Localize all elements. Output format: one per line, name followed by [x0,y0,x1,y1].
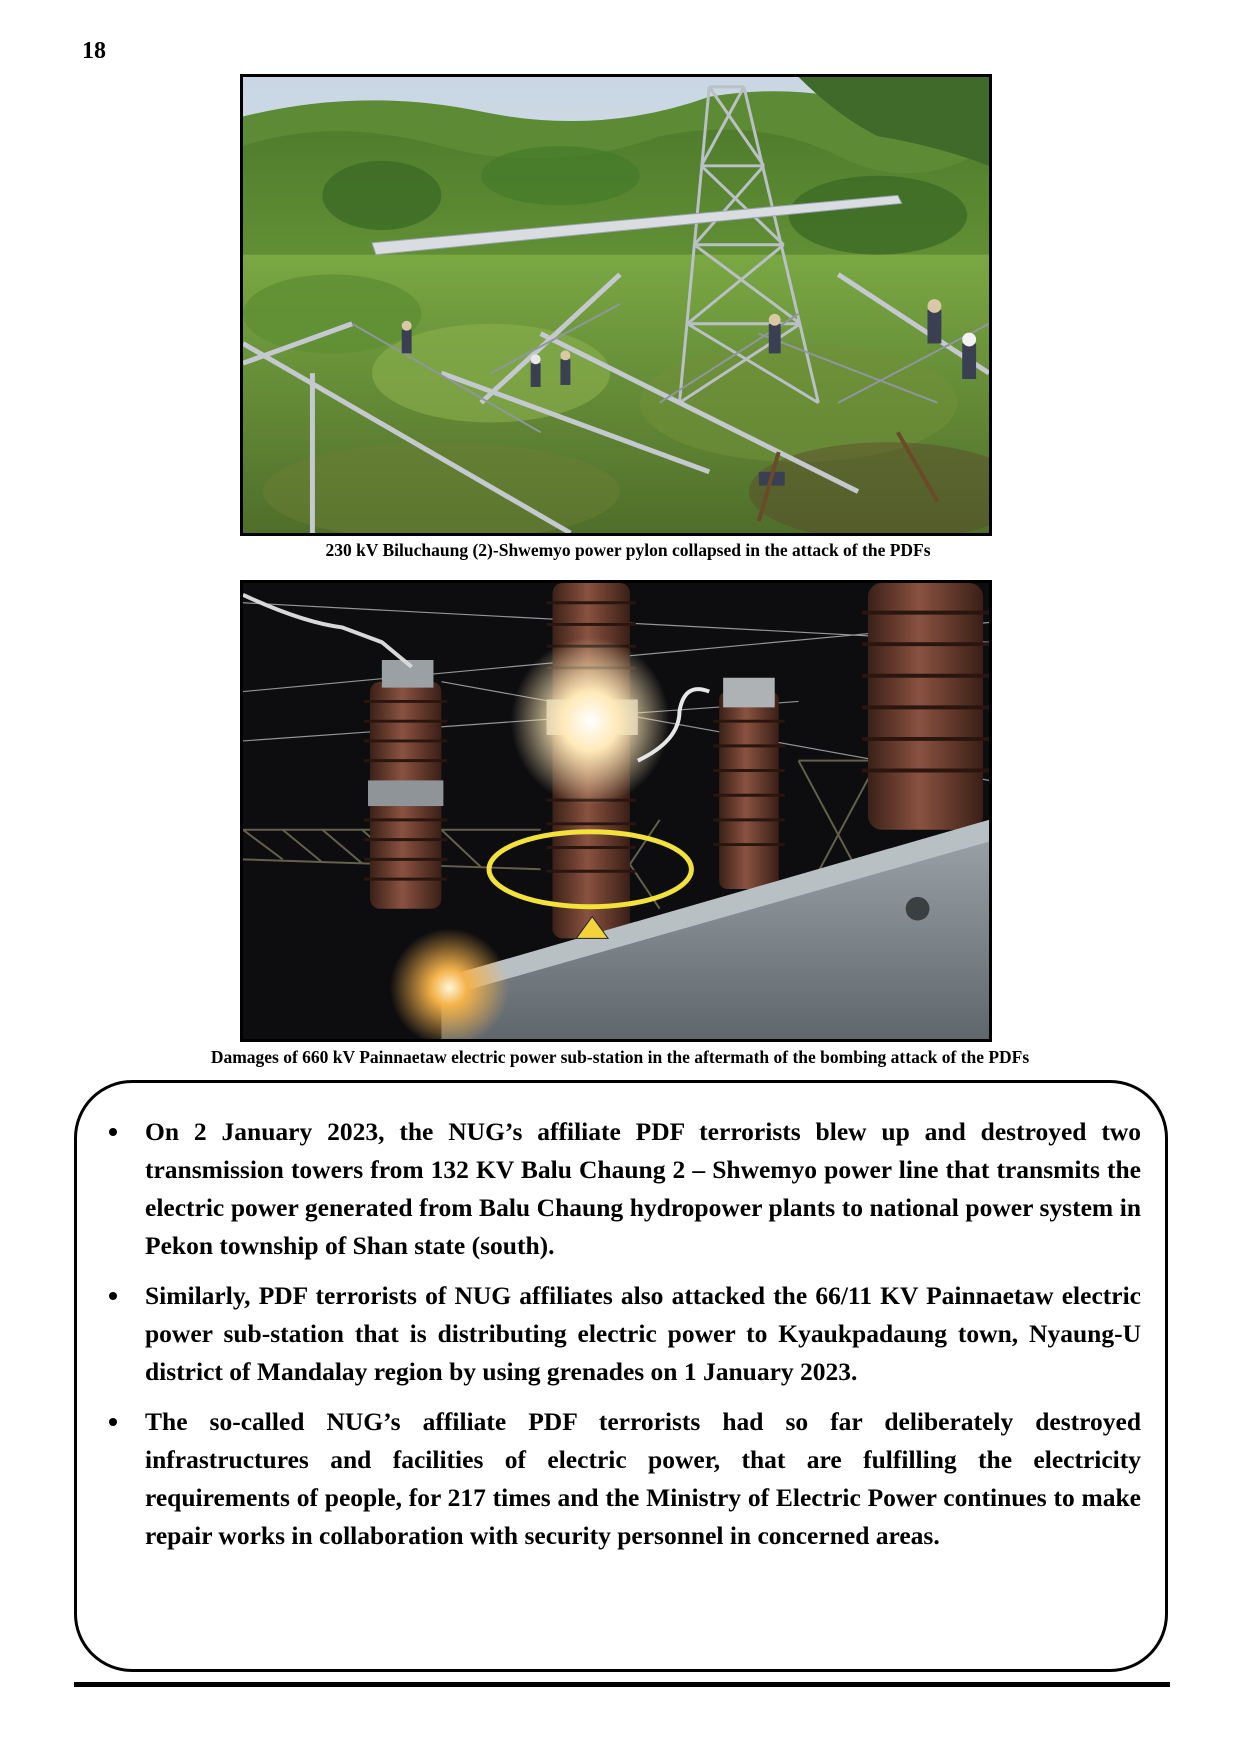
bullet-icon [109,1128,117,1136]
bullet-item [105,1113,1141,1265]
bullet-icon [109,1418,117,1426]
bullet-text: Similarly, PDF terrorists of NUG affiliates also attacked the 66/11 KV Painnaetaw electric power sub-station that is distributing electric power to Kyaukpadaung town, Nyaung-U district of Mandalay region by using grenades on 1 January 2023. [145,1281,1141,1386]
figure-caption-pylon: 230 kV Biluchaung (2)-Shwemyo power pylon collapsed in the attack of the PDFs [325,540,931,560]
damaged-substation-image [243,583,989,1039]
photo-collapsed-pylon [240,74,992,536]
bullet-icon [109,1292,117,1300]
bullet-list [105,1113,1141,1567]
bullet-text: On 2 January 2023, the NUG’s affiliate PDF terrorists blew up and destroyed two transmission towers from 132 KV Balu Chaung 2 – Shwemyo power line that transmits the electric power generated from Balu Chaung hydropower plants to national power system in Pekon township of Shan state (south). [145,1117,1141,1260]
page-number: 18 [82,38,106,64]
bottom-divider [74,1682,1170,1687]
summary-box [74,1080,1168,1672]
collapsed-pylon-image [243,77,989,533]
figure-caption-substation: Damages of 660 kV Painnaetaw electric power sub-station in the aftermath of the bombing attack of the PDFs [210,1047,1030,1067]
bullet-item [105,1277,1141,1391]
bullet-text: The so-called NUG’s affiliate PDF terrorists had so far deliberately destroyed infrastructures and facilities of electric power, that are fulfilling the electricity requirements of people, for 217 times and the Ministry of Electric Power continues to make repair works in collaboration with security personnel in concerned areas. [145,1407,1141,1550]
photo-damaged-substation [240,580,992,1042]
bullet-item [105,1403,1141,1555]
